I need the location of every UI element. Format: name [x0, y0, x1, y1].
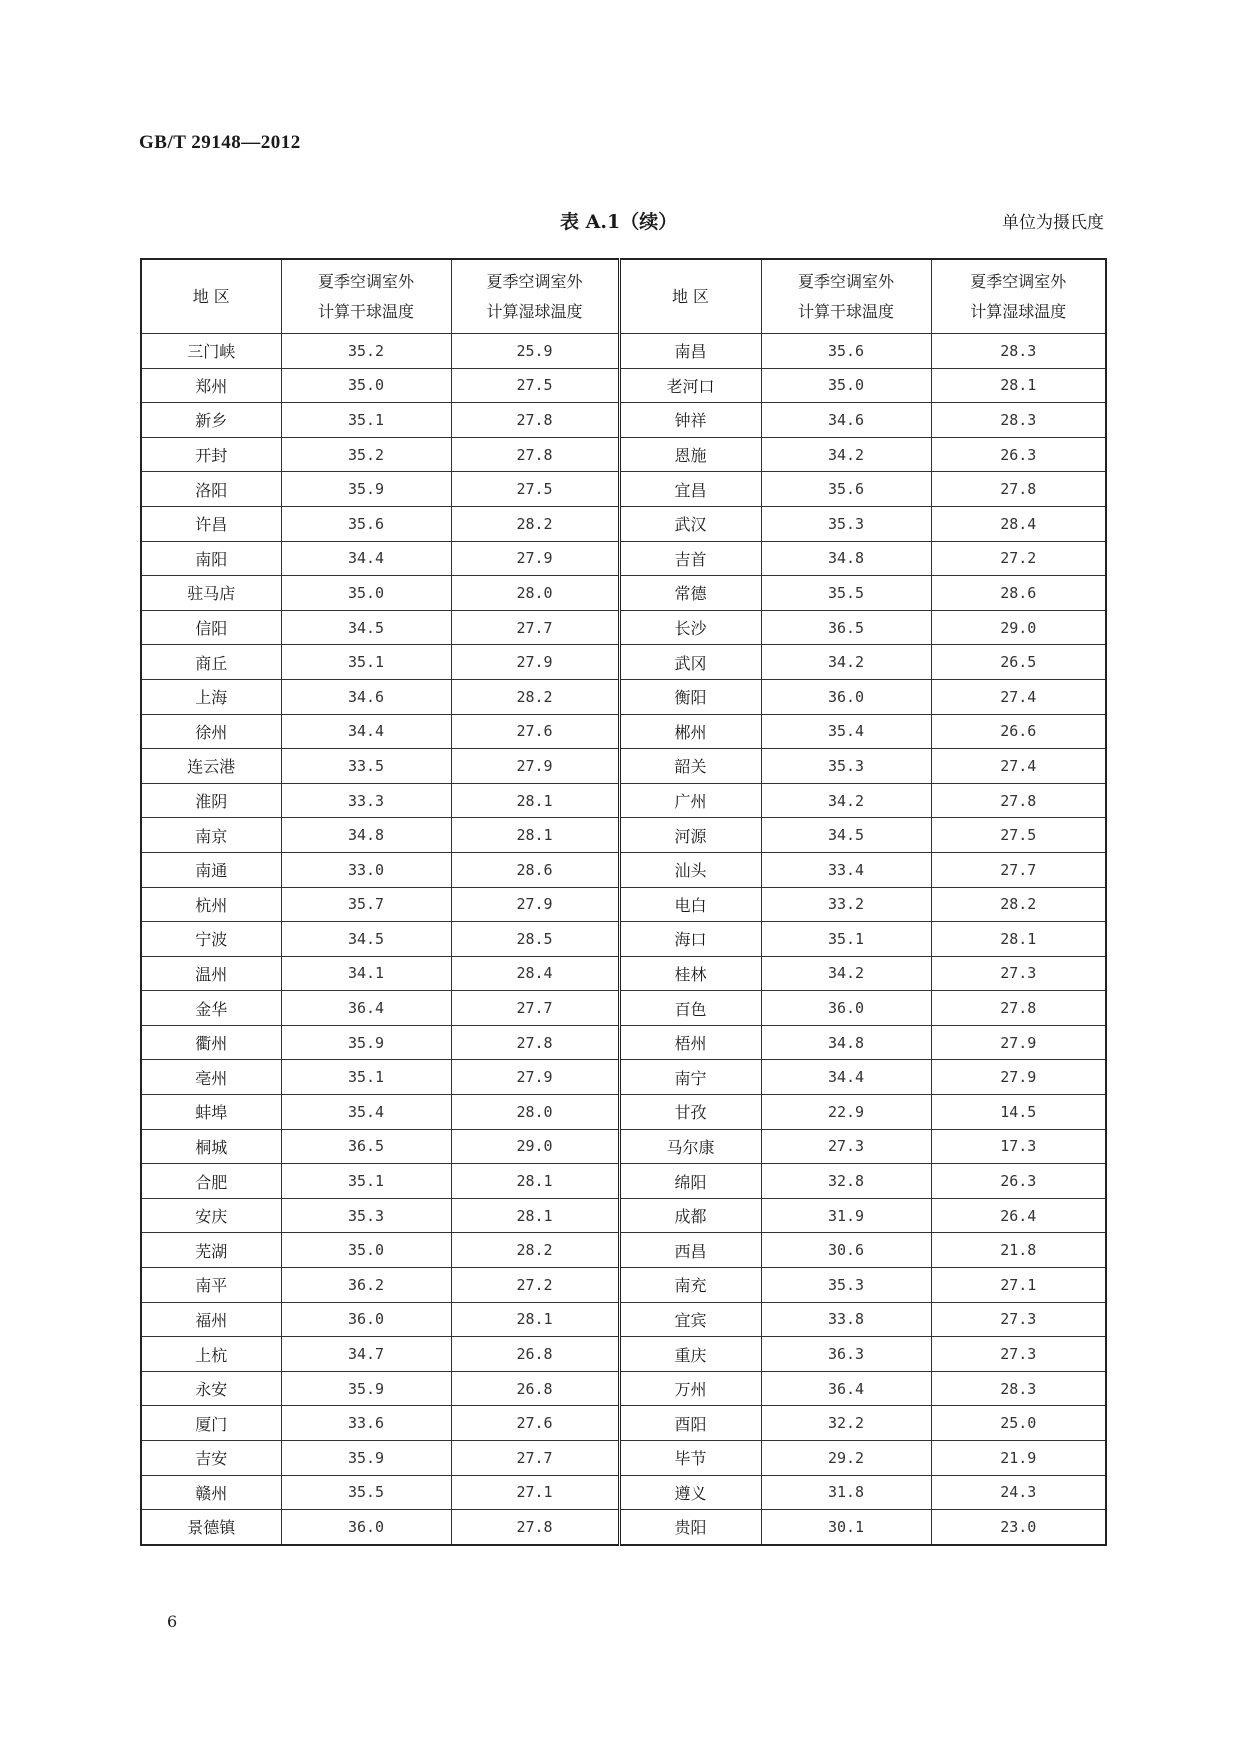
- cell-region-right: 恩施: [619, 437, 761, 472]
- table-row: [141, 1371, 1106, 1406]
- cell-region-right: 衡阳: [619, 679, 761, 714]
- cell-dry-bulb-right: 35.0: [761, 368, 931, 403]
- cell-region-left: 吉安: [141, 1441, 281, 1476]
- cell-region-right: 成都: [619, 1198, 761, 1233]
- header-region-left: [141, 259, 281, 334]
- cell-region-right: 郴州: [619, 714, 761, 749]
- cell-region-left: 亳州: [141, 1060, 281, 1095]
- header-line: 计算湿球温度: [486, 301, 583, 321]
- cell-dry-bulb-right: 22.9: [761, 1095, 931, 1130]
- cell-wet-bulb-right: 28.4: [931, 506, 1106, 541]
- cell-region-right: 海口: [619, 922, 761, 957]
- cell-region-right: 河源: [619, 818, 761, 853]
- cell-region-right: 桂林: [619, 956, 761, 991]
- cell-region-left: 郑州: [141, 368, 281, 403]
- header-line: 计算干球温度: [317, 301, 414, 321]
- cell-dry-bulb-left: 34.1: [281, 956, 451, 991]
- cell-dry-bulb-left: 36.4: [281, 991, 451, 1026]
- cell-dry-bulb-left: 35.0: [281, 576, 451, 611]
- cell-dry-bulb-left: 35.1: [281, 1164, 451, 1199]
- cell-dry-bulb-right: 32.2: [761, 1406, 931, 1441]
- header-line: 计算湿球温度: [970, 301, 1067, 321]
- cell-dry-bulb-left: 34.6: [281, 679, 451, 714]
- cell-dry-bulb-left: 34.8: [281, 818, 451, 853]
- cell-wet-bulb-right: 26.6: [931, 714, 1106, 749]
- table-row: [141, 783, 1106, 818]
- cell-dry-bulb-right: 34.5: [761, 818, 931, 853]
- cell-wet-bulb-left: 27.6: [451, 714, 619, 749]
- cell-region-right: 西昌: [619, 1233, 761, 1268]
- cell-wet-bulb-left: 28.2: [451, 1233, 619, 1268]
- header-line: 地 区: [671, 286, 710, 306]
- table-row: [141, 852, 1106, 887]
- cell-wet-bulb-left: 27.7: [451, 991, 619, 1026]
- cell-wet-bulb-left: 27.5: [451, 472, 619, 507]
- cell-region-left: 合肥: [141, 1164, 281, 1199]
- table-row: [141, 334, 1106, 369]
- cell-dry-bulb-right: 36.5: [761, 610, 931, 645]
- cell-dry-bulb-left: 34.7: [281, 1337, 451, 1372]
- cell-wet-bulb-right: 26.3: [931, 437, 1106, 472]
- cell-dry-bulb-right: 36.0: [761, 679, 931, 714]
- table-row: [141, 403, 1106, 438]
- cell-wet-bulb-right: 28.3: [931, 334, 1106, 369]
- cell-dry-bulb-left: 33.6: [281, 1406, 451, 1441]
- table-title: 表 A.1（续）: [560, 211, 678, 233]
- cell-region-left: 南平: [141, 1268, 281, 1303]
- table-row: [141, 506, 1106, 541]
- cell-region-left: 许昌: [141, 506, 281, 541]
- cell-region-right: 老河口: [619, 368, 761, 403]
- header-line: 夏季空调室外: [797, 271, 894, 291]
- cell-region-left: 安庆: [141, 1198, 281, 1233]
- cell-wet-bulb-right: 26.5: [931, 645, 1106, 680]
- table-row: [141, 887, 1106, 922]
- cell-wet-bulb-left: 28.2: [451, 506, 619, 541]
- cell-dry-bulb-right: 35.1: [761, 922, 931, 957]
- page-number: 6: [167, 1612, 178, 1631]
- cell-wet-bulb-right: 17.3: [931, 1129, 1106, 1164]
- cell-region-left: 洛阳: [141, 472, 281, 507]
- table-row: [141, 1129, 1106, 1164]
- cell-dry-bulb-right: 27.3: [761, 1129, 931, 1164]
- header-region-right: [619, 259, 761, 334]
- cell-wet-bulb-right: 24.3: [931, 1475, 1106, 1510]
- table-row: [141, 1268, 1106, 1303]
- cell-wet-bulb-left: 25.9: [451, 334, 619, 369]
- cell-dry-bulb-right: 34.2: [761, 437, 931, 472]
- cell-wet-bulb-right: 27.8: [931, 991, 1106, 1026]
- cell-region-left: 徐州: [141, 714, 281, 749]
- cell-region-right: 钟祥: [619, 403, 761, 438]
- cell-dry-bulb-left: 35.9: [281, 1441, 451, 1476]
- cell-region-right: 广州: [619, 783, 761, 818]
- cell-wet-bulb-right: 28.2: [931, 887, 1106, 922]
- cell-dry-bulb-right: 35.4: [761, 714, 931, 749]
- cell-wet-bulb-right: 27.8: [931, 472, 1106, 507]
- table-row: [141, 610, 1106, 645]
- cell-region-right: 毕节: [619, 1441, 761, 1476]
- cell-wet-bulb-left: 27.8: [451, 403, 619, 438]
- cell-region-left: 上杭: [141, 1337, 281, 1372]
- cell-wet-bulb-left: 28.1: [451, 1198, 619, 1233]
- cell-wet-bulb-right: 23.0: [931, 1510, 1106, 1545]
- cell-wet-bulb-right: 21.8: [931, 1233, 1106, 1268]
- cell-region-right: 常德: [619, 576, 761, 611]
- table-row: [141, 437, 1106, 472]
- cell-dry-bulb-right: 30.6: [761, 1233, 931, 1268]
- cell-dry-bulb-right: 34.4: [761, 1060, 931, 1095]
- table-row: [141, 576, 1106, 611]
- table-row: [141, 1406, 1106, 1441]
- cell-region-left: 杭州: [141, 887, 281, 922]
- cell-wet-bulb-left: 28.2: [451, 679, 619, 714]
- cell-wet-bulb-left: 28.6: [451, 852, 619, 887]
- cell-wet-bulb-left: 27.8: [451, 1510, 619, 1545]
- cell-wet-bulb-right: 27.3: [931, 956, 1106, 991]
- cell-dry-bulb-left: 33.3: [281, 783, 451, 818]
- cell-dry-bulb-right: 33.4: [761, 852, 931, 887]
- table-row: [141, 1060, 1106, 1095]
- header-wet-bulb-right: [931, 259, 1106, 334]
- cell-region-right: 宜宾: [619, 1302, 761, 1337]
- cell-wet-bulb-left: 27.9: [451, 749, 619, 784]
- table-row: [141, 1095, 1106, 1130]
- header-dry-bulb-right: [761, 259, 931, 334]
- cell-wet-bulb-left: 28.4: [451, 956, 619, 991]
- cell-dry-bulb-right: 36.4: [761, 1371, 931, 1406]
- cell-dry-bulb-left: 35.7: [281, 887, 451, 922]
- cell-region-right: 遵义: [619, 1475, 761, 1510]
- table-row: [141, 472, 1106, 507]
- cell-region-right: 甘孜: [619, 1095, 761, 1130]
- cell-dry-bulb-left: 36.2: [281, 1268, 451, 1303]
- cell-region-right: 长沙: [619, 610, 761, 645]
- table-row: [141, 956, 1106, 991]
- cell-region-left: 景德镇: [141, 1510, 281, 1545]
- cell-wet-bulb-left: 27.9: [451, 887, 619, 922]
- cell-region-right: 贵阳: [619, 1510, 761, 1545]
- cell-dry-bulb-right: 34.2: [761, 783, 931, 818]
- cell-region-right: 汕头: [619, 852, 761, 887]
- cell-wet-bulb-right: 25.0: [931, 1406, 1106, 1441]
- cell-dry-bulb-right: 31.9: [761, 1198, 931, 1233]
- cell-wet-bulb-right: 27.5: [931, 818, 1106, 853]
- cell-region-left: 开封: [141, 437, 281, 472]
- cell-region-right: 酉阳: [619, 1406, 761, 1441]
- table-row: [141, 1441, 1106, 1476]
- table-row: [141, 922, 1106, 957]
- cell-dry-bulb-left: 35.4: [281, 1095, 451, 1130]
- cell-dry-bulb-left: 35.1: [281, 1060, 451, 1095]
- table-row: [141, 368, 1106, 403]
- cell-dry-bulb-left: 36.5: [281, 1129, 451, 1164]
- cell-wet-bulb-left: 27.7: [451, 610, 619, 645]
- cell-dry-bulb-left: 33.5: [281, 749, 451, 784]
- cell-region-right: 万州: [619, 1371, 761, 1406]
- cell-region-left: 新乡: [141, 403, 281, 438]
- cell-region-left: 南阳: [141, 541, 281, 576]
- cell-wet-bulb-left: 27.5: [451, 368, 619, 403]
- cell-dry-bulb-right: 35.3: [761, 506, 931, 541]
- cell-dry-bulb-right: 35.3: [761, 1268, 931, 1303]
- cell-dry-bulb-right: 36.0: [761, 991, 931, 1026]
- cell-wet-bulb-left: 27.8: [451, 1025, 619, 1060]
- cell-dry-bulb-right: 35.6: [761, 334, 931, 369]
- cell-wet-bulb-left: 27.6: [451, 1406, 619, 1441]
- cell-region-left: 信阳: [141, 610, 281, 645]
- table-row: [141, 541, 1106, 576]
- header-dry-bulb-left: [281, 259, 451, 334]
- cell-dry-bulb-left: 34.4: [281, 714, 451, 749]
- cell-region-right: 梧州: [619, 1025, 761, 1060]
- cell-wet-bulb-right: 28.3: [931, 403, 1106, 438]
- cell-wet-bulb-left: 27.9: [451, 541, 619, 576]
- header-line: 夏季空调室外: [970, 271, 1067, 291]
- cell-dry-bulb-right: 30.1: [761, 1510, 931, 1545]
- cell-wet-bulb-left: 29.0: [451, 1129, 619, 1164]
- header-line: 夏季空调室外: [317, 271, 414, 291]
- header-line: 地 区: [192, 286, 230, 306]
- cell-dry-bulb-right: 34.2: [761, 645, 931, 680]
- cell-dry-bulb-right: 34.6: [761, 403, 931, 438]
- cell-wet-bulb-left: 26.8: [451, 1337, 619, 1372]
- cell-region-right: 吉首: [619, 541, 761, 576]
- cell-dry-bulb-left: 35.1: [281, 645, 451, 680]
- cell-dry-bulb-left: 36.0: [281, 1302, 451, 1337]
- table-row: [141, 1337, 1106, 1372]
- table-body: [141, 334, 1106, 1545]
- unit-label: 单位为摄氏度: [1002, 213, 1104, 233]
- cell-region-right: 马尔康: [619, 1129, 761, 1164]
- cell-wet-bulb-right: 21.9: [931, 1441, 1106, 1476]
- cell-region-left: 蚌埠: [141, 1095, 281, 1130]
- cell-dry-bulb-right: 35.5: [761, 576, 931, 611]
- cell-region-left: 连云港: [141, 749, 281, 784]
- table-row: [141, 818, 1106, 853]
- table-row: [141, 1198, 1106, 1233]
- cell-wet-bulb-right: 27.9: [931, 1060, 1106, 1095]
- cell-region-left: 上海: [141, 679, 281, 714]
- cell-dry-bulb-left: 35.9: [281, 472, 451, 507]
- cell-wet-bulb-right: 26.3: [931, 1164, 1106, 1199]
- cell-wet-bulb-left: 28.5: [451, 922, 619, 957]
- cell-dry-bulb-left: 35.1: [281, 403, 451, 438]
- header-line: 夏季空调室外: [486, 271, 583, 291]
- cell-region-left: 桐城: [141, 1129, 281, 1164]
- cell-region-right: 百色: [619, 991, 761, 1026]
- cell-dry-bulb-left: 34.5: [281, 610, 451, 645]
- cell-region-right: 绵阳: [619, 1164, 761, 1199]
- cell-wet-bulb-right: 27.2: [931, 541, 1106, 576]
- cell-region-right: 武冈: [619, 645, 761, 680]
- table-row: [141, 645, 1106, 680]
- cell-region-left: 三门峡: [141, 334, 281, 369]
- cell-dry-bulb-left: 34.5: [281, 922, 451, 957]
- header-line: 计算干球温度: [797, 301, 894, 321]
- cell-dry-bulb-right: 35.3: [761, 749, 931, 784]
- cell-dry-bulb-right: 35.6: [761, 472, 931, 507]
- cell-dry-bulb-right: 34.8: [761, 1025, 931, 1060]
- standard-code: GB/T 29148—2012: [139, 132, 301, 153]
- cell-region-right: 南昌: [619, 334, 761, 369]
- cell-dry-bulb-left: 35.2: [281, 437, 451, 472]
- cell-region-right: 南宁: [619, 1060, 761, 1095]
- header-wet-bulb-left: [451, 259, 619, 334]
- cell-region-left: 驻马店: [141, 576, 281, 611]
- cell-region-left: 温州: [141, 956, 281, 991]
- cell-region-right: 宜昌: [619, 472, 761, 507]
- cell-region-left: 淮阴: [141, 783, 281, 818]
- cell-dry-bulb-left: 36.0: [281, 1510, 451, 1545]
- cell-dry-bulb-left: 35.0: [281, 1233, 451, 1268]
- cell-region-right: 重庆: [619, 1337, 761, 1372]
- cell-dry-bulb-right: 33.8: [761, 1302, 931, 1337]
- cell-wet-bulb-left: 28.1: [451, 783, 619, 818]
- cell-dry-bulb-left: 35.2: [281, 334, 451, 369]
- cell-dry-bulb-right: 36.3: [761, 1337, 931, 1372]
- table-row: [141, 1510, 1106, 1545]
- cell-wet-bulb-left: 27.7: [451, 1441, 619, 1476]
- cell-region-left: 金华: [141, 991, 281, 1026]
- cell-wet-bulb-right: 29.0: [931, 610, 1106, 645]
- cell-wet-bulb-right: 27.4: [931, 749, 1106, 784]
- table-row: [141, 679, 1106, 714]
- table-row: [141, 991, 1106, 1026]
- cell-wet-bulb-left: 28.0: [451, 1095, 619, 1130]
- cell-wet-bulb-right: 28.1: [931, 922, 1106, 957]
- cell-region-left: 宁波: [141, 922, 281, 957]
- cell-wet-bulb-left: 27.2: [451, 1268, 619, 1303]
- cell-wet-bulb-left: 27.9: [451, 1060, 619, 1095]
- cell-dry-bulb-right: 29.2: [761, 1441, 931, 1476]
- cell-region-right: 武汉: [619, 506, 761, 541]
- cell-region-left: 商丘: [141, 645, 281, 680]
- cell-region-left: 南京: [141, 818, 281, 853]
- cell-region-left: 厦门: [141, 1406, 281, 1441]
- cell-region-right: 韶关: [619, 749, 761, 784]
- table-row: [141, 714, 1106, 749]
- table-row: [141, 749, 1106, 784]
- cell-dry-bulb-left: 33.0: [281, 852, 451, 887]
- cell-wet-bulb-right: 27.7: [931, 852, 1106, 887]
- cell-region-right: 电白: [619, 887, 761, 922]
- cell-wet-bulb-right: 26.4: [931, 1198, 1106, 1233]
- table-row: [141, 1025, 1106, 1060]
- table-row: [141, 1233, 1106, 1268]
- cell-region-left: 衢州: [141, 1025, 281, 1060]
- cell-wet-bulb-left: 26.8: [451, 1371, 619, 1406]
- cell-dry-bulb-right: 32.8: [761, 1164, 931, 1199]
- cell-wet-bulb-right: 14.5: [931, 1095, 1106, 1130]
- cell-wet-bulb-right: 28.6: [931, 576, 1106, 611]
- cell-wet-bulb-right: 27.4: [931, 679, 1106, 714]
- cell-wet-bulb-left: 28.1: [451, 1302, 619, 1337]
- cell-dry-bulb-left: 35.3: [281, 1198, 451, 1233]
- cell-dry-bulb-left: 35.5: [281, 1475, 451, 1510]
- cell-dry-bulb-left: 34.4: [281, 541, 451, 576]
- cell-wet-bulb-right: 28.3: [931, 1371, 1106, 1406]
- cell-dry-bulb-right: 33.2: [761, 887, 931, 922]
- cell-dry-bulb-right: 34.8: [761, 541, 931, 576]
- cell-region-left: 芜湖: [141, 1233, 281, 1268]
- table-row: [141, 1475, 1106, 1510]
- cell-region-left: 永安: [141, 1371, 281, 1406]
- table-row: [141, 1164, 1106, 1199]
- cell-wet-bulb-left: 27.1: [451, 1475, 619, 1510]
- temperature-table: [140, 258, 1107, 1546]
- table-header-row: [141, 259, 1106, 334]
- cell-dry-bulb-left: 35.0: [281, 368, 451, 403]
- cell-region-left: 福州: [141, 1302, 281, 1337]
- cell-region-left: 赣州: [141, 1475, 281, 1510]
- cell-region-right: 南充: [619, 1268, 761, 1303]
- cell-wet-bulb-left: 28.1: [451, 818, 619, 853]
- cell-wet-bulb-right: 27.3: [931, 1337, 1106, 1372]
- cell-wet-bulb-right: 27.1: [931, 1268, 1106, 1303]
- cell-dry-bulb-right: 31.8: [761, 1475, 931, 1510]
- cell-region-left: 南通: [141, 852, 281, 887]
- cell-wet-bulb-right: 28.1: [931, 368, 1106, 403]
- cell-dry-bulb-left: 35.9: [281, 1025, 451, 1060]
- cell-dry-bulb-right: 34.2: [761, 956, 931, 991]
- cell-wet-bulb-left: 28.0: [451, 576, 619, 611]
- cell-wet-bulb-left: 27.9: [451, 645, 619, 680]
- cell-wet-bulb-right: 27.3: [931, 1302, 1106, 1337]
- cell-wet-bulb-right: 27.8: [931, 783, 1106, 818]
- cell-wet-bulb-left: 27.8: [451, 437, 619, 472]
- cell-dry-bulb-left: 35.9: [281, 1371, 451, 1406]
- cell-dry-bulb-left: 35.6: [281, 506, 451, 541]
- cell-wet-bulb-left: 28.1: [451, 1164, 619, 1199]
- cell-wet-bulb-right: 27.9: [931, 1025, 1106, 1060]
- table-row: [141, 1302, 1106, 1337]
